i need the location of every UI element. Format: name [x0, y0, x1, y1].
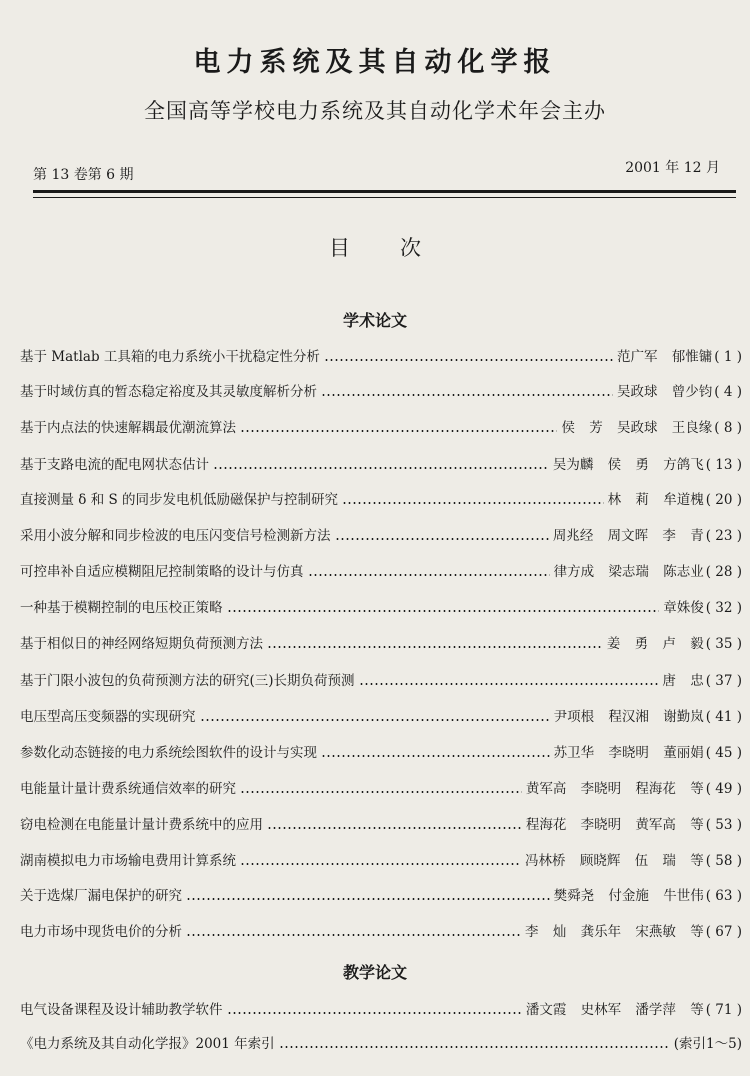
- toc-entry[interactable]: [20, 996, 742, 1018]
- entry-authors: 黄军高 李晓明 程海花 等: [525, 781, 704, 797]
- entry-authors: 苏卫华 李晓明 董丽娟: [553, 745, 704, 761]
- dot-leader: [267, 646, 603, 648]
- entry-authors: 冯林桥 顾晓辉 伍 瑞 等: [525, 853, 704, 869]
- entry-page: ( 41 ): [705, 709, 742, 725]
- toc-entry[interactable]: [20, 486, 742, 508]
- dot-leader: [240, 791, 522, 793]
- entry-authors: 尹项根 程汉湘 谢勤岚: [553, 709, 704, 725]
- entry-title: 电气设备课程及设计辅助教学软件: [20, 1002, 223, 1018]
- toc-entry[interactable]: [20, 451, 742, 473]
- entry-authors: 李 灿 龚乐年 宋燕敏 等: [525, 924, 704, 940]
- toc-entry[interactable]: [20, 343, 742, 365]
- entry-authors: 吴政球 曾少钧: [616, 384, 713, 400]
- entry-title: 电压型高压变频器的实现研究: [20, 709, 196, 725]
- entry-authors: 樊舜尧 付金施 牛世伟: [553, 888, 704, 904]
- entry-title: 可控串补自适应模糊阻尼控制策略的设计与仿真: [20, 564, 304, 580]
- entry-page: ( 35 ): [705, 636, 742, 652]
- entry-authors: 侯 芳 吴政球 王良缘: [561, 420, 713, 436]
- entry-authors: 周兆经 周文晖 李 青: [552, 528, 704, 544]
- dot-leader: [359, 683, 659, 685]
- entry-authors: 唐 忠: [662, 673, 704, 689]
- entry-page: ( 23 ): [705, 528, 742, 544]
- entry-authors: 姜 勇 卢 毅: [606, 636, 704, 652]
- toc-entry[interactable]: [20, 918, 742, 940]
- dot-leader: [186, 898, 550, 900]
- entry-authors: 律方成 梁志瑞 陈志业: [553, 564, 704, 580]
- entry-title: 基于 Matlab 工具箱的电力系统小干扰稳定性分析: [20, 349, 320, 365]
- entry-page: ( 45 ): [705, 745, 742, 761]
- dot-leader: [335, 538, 549, 540]
- entry-authors: 范广军 郁惟镛: [616, 349, 713, 365]
- entry-title: 基于支路电流的配电网状态估计: [20, 457, 209, 473]
- header-rule-thick: [33, 190, 736, 193]
- entry-page: ( 13 ): [705, 457, 742, 473]
- toc-entry[interactable]: [20, 522, 742, 544]
- entry-page: ( 53 ): [705, 817, 742, 833]
- entry-page: (索引1～5): [673, 1036, 742, 1052]
- dot-leader: [324, 359, 613, 361]
- header-rule-thin: [33, 197, 736, 198]
- entry-authors: 潘文霞 史林军 潘学萍 等: [525, 1002, 704, 1018]
- dot-leader: [227, 610, 660, 612]
- toc-entry[interactable]: [20, 847, 742, 869]
- toc-entry[interactable]: [20, 414, 742, 436]
- section-heading-teaching: 教学论文: [342, 963, 407, 982]
- entry-title: 基于时域仿真的暂态稳定裕度及其灵敏度解析分析: [20, 384, 317, 400]
- entry-page: ( 58 ): [705, 853, 742, 869]
- entry-page: ( 20 ): [705, 492, 742, 508]
- dot-leader: [321, 755, 550, 757]
- toc-entry[interactable]: [20, 667, 742, 689]
- entry-authors: 吴为麟 侯 勇 方鸽飞: [552, 457, 704, 473]
- dot-leader: [267, 827, 522, 829]
- dot-leader: [186, 934, 521, 936]
- dot-leader: [227, 1012, 522, 1014]
- toc-entry[interactable]: [20, 1030, 742, 1052]
- entry-authors: 林 莉 牟道槐: [607, 492, 704, 508]
- toc-entry[interactable]: [20, 558, 742, 580]
- entry-title: 窃电检测在电能量计量计费系统中的应用: [20, 817, 263, 833]
- entry-title: 基于门限小波包的负荷预测方法的研究(三)长期负荷预测: [20, 673, 355, 689]
- entry-page: ( 67 ): [705, 924, 742, 940]
- entry-authors: 程海花 李晓明 黄军高 等: [525, 817, 704, 833]
- entry-title: 参数化动态链接的电力系统绘图软件的设计与实现: [20, 745, 317, 761]
- entry-title: 直接测量 δ 和 S 的同步发电机低励磁保护与控制研究: [20, 492, 339, 508]
- dot-leader: [240, 863, 521, 865]
- issue-date: 2001 年 12 月: [625, 160, 720, 176]
- toc-entry[interactable]: [20, 882, 742, 904]
- entry-title: 电力市场中现货电价的分析: [20, 924, 182, 940]
- volume-issue: 第 13 卷第 6 期: [33, 167, 134, 183]
- toc-entry[interactable]: [20, 703, 742, 725]
- entry-title: 《电力系统及其自动化学报》2001 年索引: [20, 1036, 275, 1052]
- dot-leader: [213, 467, 549, 469]
- entry-title: 一种基于模糊控制的电压校正策略: [20, 600, 223, 616]
- entry-page: ( 37 ): [705, 673, 742, 689]
- entry-title: 湖南模拟电力市场输电费用计算系统: [20, 853, 236, 869]
- toc-heading: 目次: [329, 236, 471, 260]
- toc-entry[interactable]: [20, 739, 742, 761]
- entry-title: 基于内点法的快速解耦最优潮流算法: [20, 420, 236, 436]
- dot-leader: [321, 394, 613, 396]
- sponsor-line: 全国高等学校电力系统及其自动化学术年会主办: [144, 99, 606, 123]
- entry-title: 关于选煤厂漏电保护的研究: [20, 888, 182, 904]
- entry-title: 采用小波分解和同步检波的电压闪变信号检测新方法: [20, 528, 331, 544]
- toc-entry[interactable]: [20, 630, 742, 652]
- toc-entry[interactable]: [20, 378, 742, 400]
- entry-page: ( 63 ): [705, 888, 742, 904]
- dot-leader: [279, 1046, 668, 1048]
- entry-page: ( 8 ): [714, 420, 742, 436]
- dot-leader: [240, 430, 557, 432]
- entry-page: ( 4 ): [714, 384, 742, 400]
- entry-title: 基于相似日的神经网络短期负荷预测方法: [20, 636, 263, 652]
- entry-page: ( 32 ): [705, 600, 742, 616]
- section-heading-academic: 学术论文: [342, 311, 407, 330]
- dot-leader: [200, 719, 550, 721]
- entry-page: ( 1 ): [714, 349, 742, 365]
- toc-entry[interactable]: [20, 594, 742, 616]
- toc-entry[interactable]: [20, 775, 742, 797]
- entry-page: ( 49 ): [705, 781, 742, 797]
- entry-title: 电能量计量计费系统通信效率的研究: [20, 781, 236, 797]
- dot-leader: [342, 502, 604, 504]
- entry-page: ( 28 ): [705, 564, 742, 580]
- toc-entry[interactable]: [20, 811, 742, 833]
- entry-authors: 章姝俊: [663, 600, 704, 616]
- entry-page: ( 71 ): [705, 1002, 742, 1018]
- dot-leader: [308, 574, 550, 576]
- journal-title: 电力系统及其自动化学报: [193, 47, 557, 78]
